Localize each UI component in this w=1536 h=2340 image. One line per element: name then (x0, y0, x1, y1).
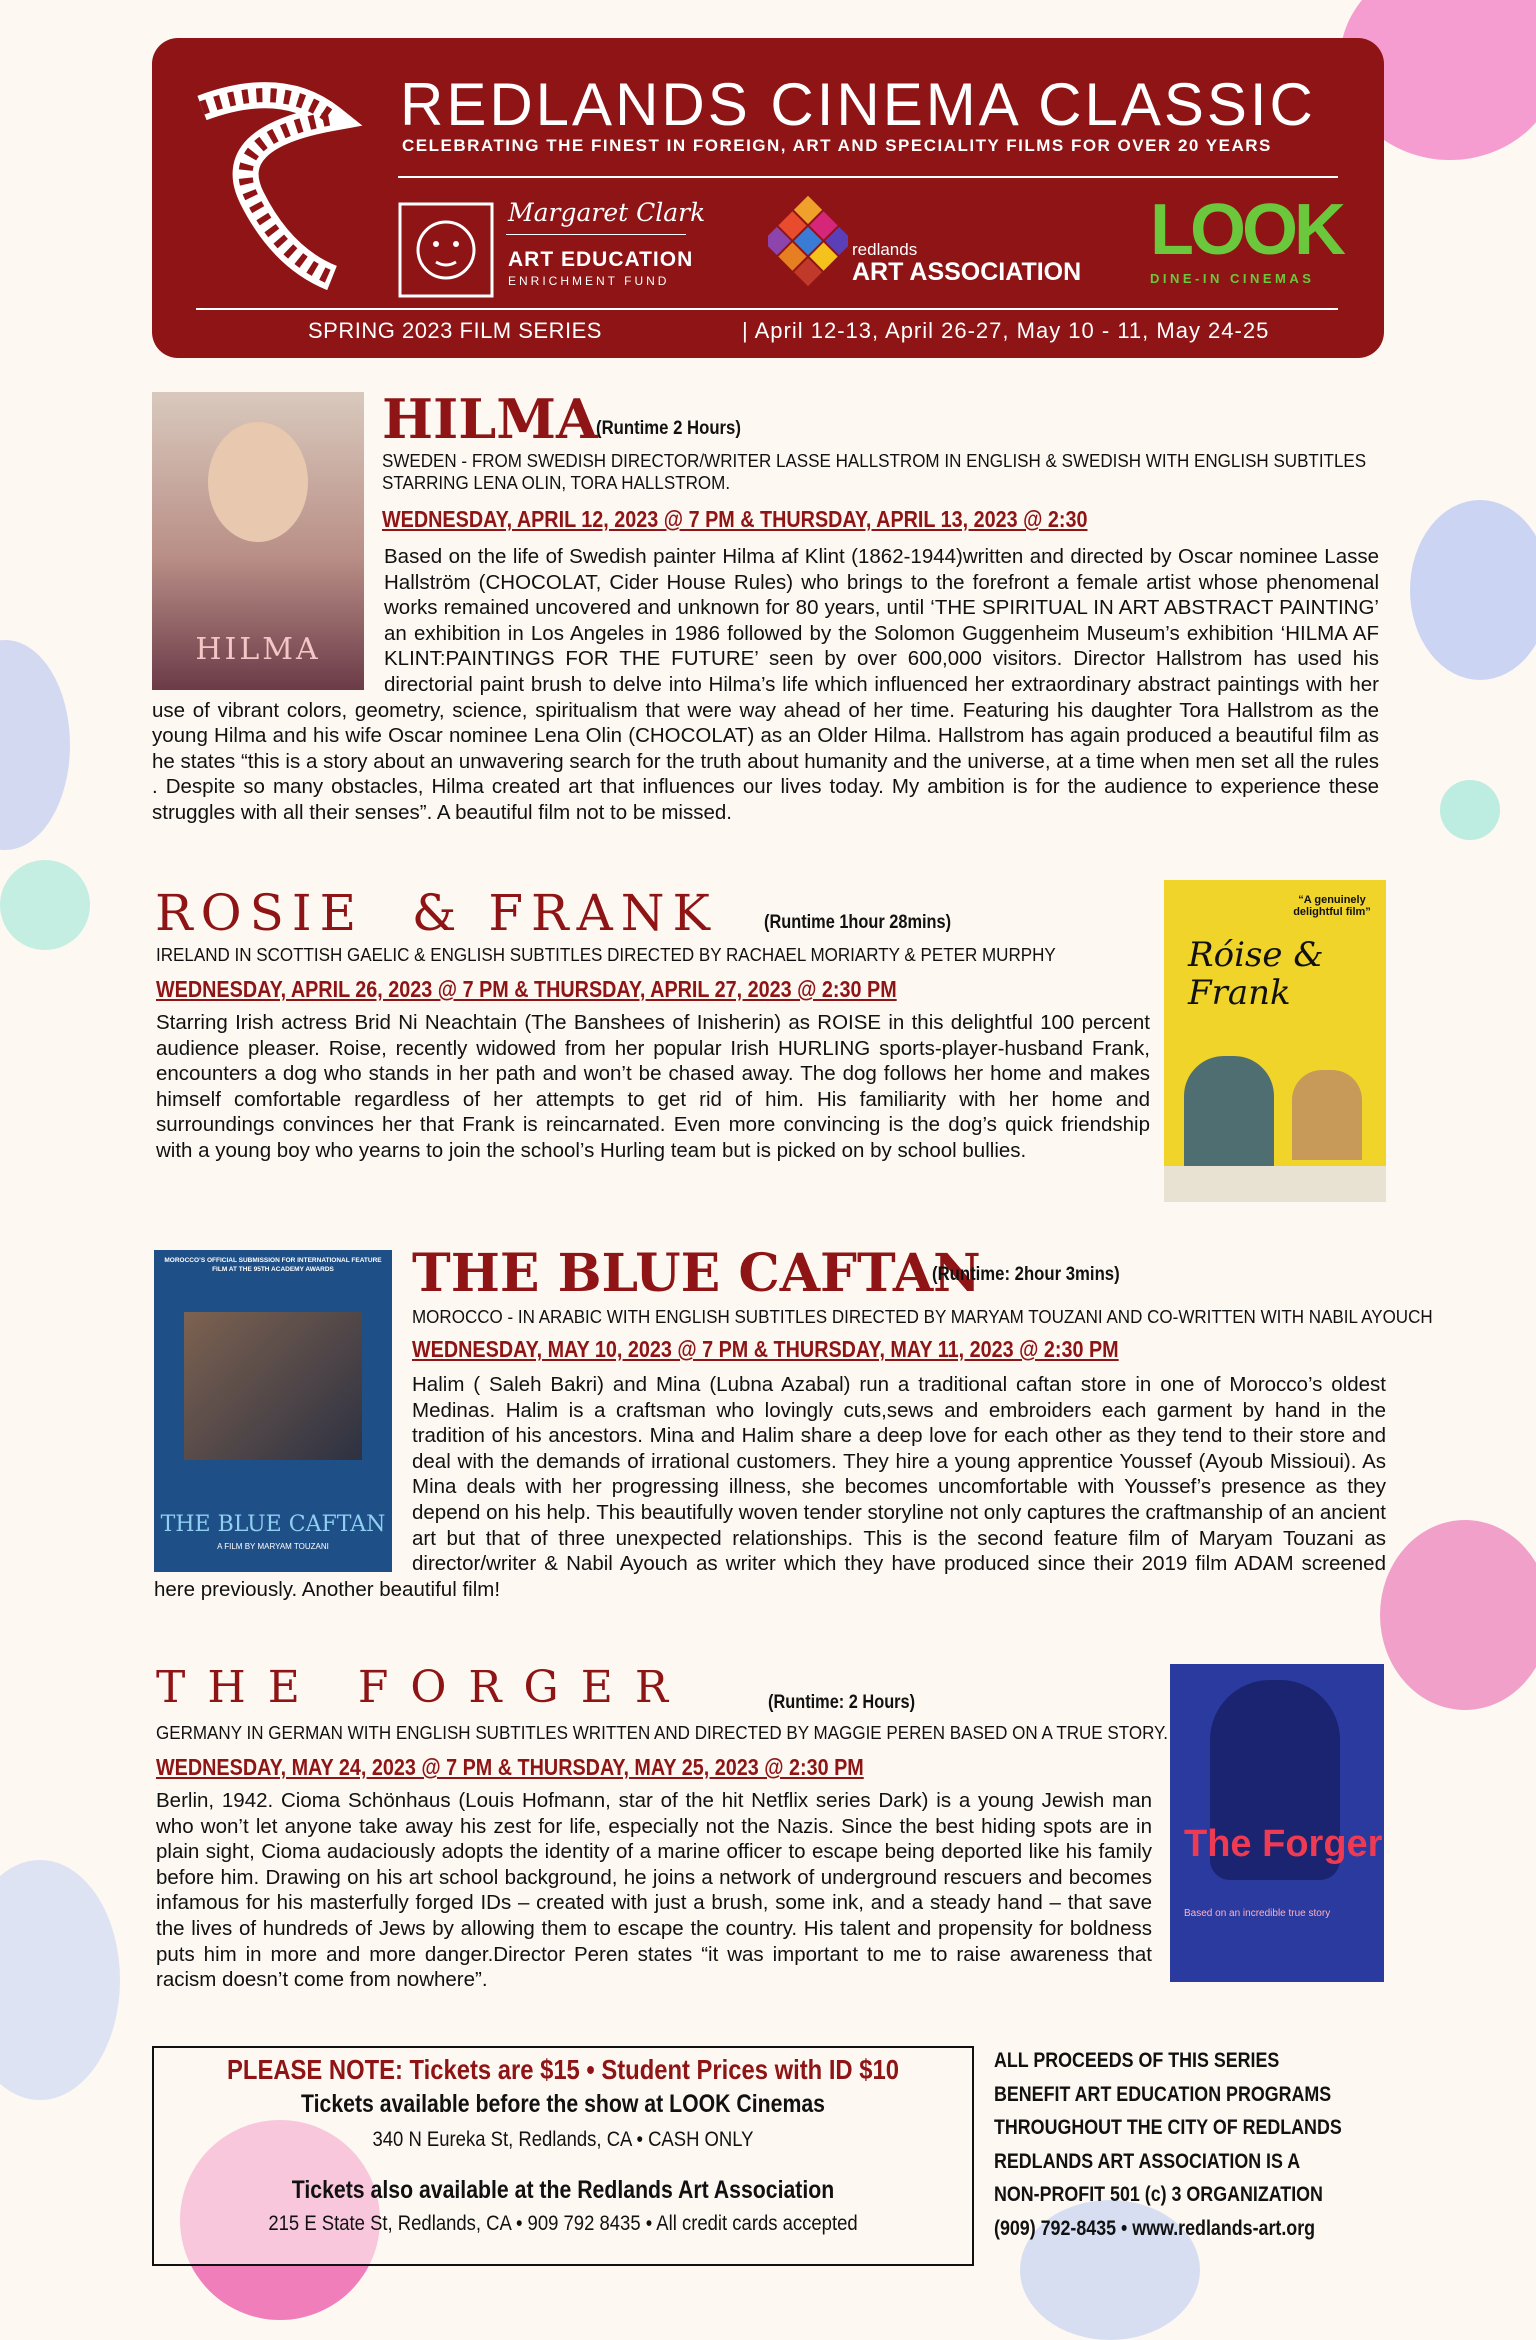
sponsor-script: Margaret Clark (508, 198, 706, 227)
ticket-art-assoc: Tickets also available at the Redlands Art Association (291, 2176, 835, 2204)
look-subtitle: DINE-IN CINEMAS (1150, 271, 1315, 286)
rosie-frank-poster (1164, 880, 1386, 1202)
header-banner (152, 38, 1384, 358)
description-text: Based on the life of Swedish painter Hilma af Klint (1862-1944)written and directed by Oscar nominee Lasse Hallström (CHOCOLAT, Cider House Rules) who brings to the forefront a female artist whose phenomenal works remained uncovered and unknown for 80 years, until ‘THE SPIRITUAL IN ART ABSTRACT PAINTING’ an exhibition in Los Angeles in 1986 followed by the Solomon Guggenheim Museum’s exhibition ‘HILMA AF KLINT:PAINTINGS FOR THE FUTURE’ seen by over 600,000 visitors. Director Hallstrom has used his directorial paint brush to delve into Hilma’s life which influenced her extraordinary abstract paintings with her use of vibrant colors, geometry, science, spiritualism that were way ahead of her time. Featuring his daughter Tora Hallstrom as the young Hilma and his wife Oscar nominee Lena Olin (CHOCOLAT) as an Older Hilma. Hallstrom has again produced a beautiful film as he states “this is a story about an unwavering search for the truth about humanity and the universe, at a time when men set all the rules . Despite so many obstacles, Hilma created art that influences our lives today. My ambition is for the audience to experience these struggles with all their senses”. A beautiful film not to be missed. (152, 545, 1379, 824)
film-description: Berlin, 1942. Cioma Schönhaus (Louis Hofmann, star of the hit Netflix series Dark) is a young Jewish man who won’t let anyone take away his zest for life, especially not the Nazis. Since the best hiding spots are in plain sight, Cioma audaciously adopts the identity of a marine officer to escape being deported like his family before him. Drawing on his art school background, he joins a network of underground rescuers and becomes infamous for his masterfully forged IDs – created with just a brush, some ink, and a steady hand – that save the lives of hundreds of Jews by allowing them to escape the country. His talent and propensity for boldness puts him in more and more danger.Director Peren states “it was important to me to raise awareness that racism doesn’t come from nowhere”. (156, 1789, 1152, 1992)
film-showtimes: WEDNESDAY, MAY 24, 2023 @ 7 PM & THURSDAY, MAY 25, 2023 @ 2:30 PM (156, 1754, 864, 1780)
film-title: THE FORGER (156, 1662, 690, 1713)
poster-table (1164, 1166, 1386, 1202)
poster-woman (1184, 1056, 1274, 1166)
poster-subtitle: Based on an incredible true story (1184, 1908, 1331, 1919)
proceeds-line: REDLANDS ART ASSOCIATION IS A (994, 2149, 1301, 2173)
proceeds-line: ALL PROCEEDS OF THIS SERIES (994, 2049, 1280, 2072)
film-showtimes: WEDNESDAY, MAY 10, 2023 @ 7 PM & THURSDAY, MAY 11, 2023 @ 2:30 PM (412, 1336, 1119, 1362)
film-credits: GERMANY IN GERMAN WITH ENGLISH SUBTITLES WRITTEN AND DIRECTED BY MAGGIE PEREN BASED ON A TRUE STORY. (156, 1722, 1168, 1743)
poster-top-text: MOROCCO’S OFFICIAL SUBMISSION FOR INTERNATIONAL FEATURE FILM AT THE 95TH ACADEMY AWARDS (164, 1257, 382, 1273)
film-showtimes: WEDNESDAY, APRIL 12, 2023 @ 7 PM & THURSDAY, APRIL 13, 2023 @ 2:30 (382, 506, 1088, 532)
film-description (154, 1372, 1386, 1602)
sponsor-enrichment: ENRICHMENT FUND (508, 274, 670, 288)
art-association-logo-icon (768, 196, 848, 286)
ticket-look-address: 340 N Eureka St, Redlands, CA • CASH ONLY (372, 2128, 754, 2151)
forger-poster (1170, 1664, 1384, 1982)
poster-spacer (152, 544, 384, 696)
film-title: HILMA (382, 387, 598, 451)
film-description (152, 544, 1379, 826)
ticket-price: PLEASE NOTE: Tickets are $15 • Student Prices with ID $10 (227, 2054, 899, 2085)
poster-dog (1292, 1070, 1362, 1160)
divider (196, 308, 1338, 310)
proceeds-contact: (909) 792-8435 • www.redlands-art.org (994, 2216, 1316, 2240)
poster-title: Róise & Frank (1188, 935, 1324, 1013)
description-text: Halim ( Saleh Bakri) and Mina (Lubna Azabal) run a traditional caftan store in one of Morocco’s oldest Medinas. Halim is a craftsman who lovingly cuts,sews and embroiders each garment by hand in the tradition of his ancestors. Mina and Halim share a deep love for each other as they tend to their store and deal with the demands of irrational customers. They hire a young apprentice Youssef (Ayoub Missioui). As Mina deals with her progressing illness, she becomes uncomfortable with Youssef’s presence as they depend on his help. This beautifully woven tender storyline not only captures the craftmanship of an ancient art but that of three unexpected relationships. This is the second feature film of Maryam Touzani as director/writer & Nabil Ayouch as writer which they have produced since their 2019 film ADAM screened here previously. Another beautiful film! (154, 1373, 1386, 1601)
face-logo-icon (396, 196, 496, 306)
film-credits: SWEDEN - FROM SWEDISH DIRECTOR/WRITER LASSE HALLSTROM IN ENGLISH & SWEDISH WITH ENGLISH SUBTITLES STARRING LENA OLIN, TORA HALLSTROM. (382, 450, 1367, 493)
series-season: SPRING 2023 FILM SERIES (308, 318, 602, 343)
film-title: ROSIE & FRANK (155, 884, 718, 942)
proceeds-note (994, 2044, 1342, 2245)
poster-title: HILMA (195, 632, 321, 667)
divider (398, 176, 1338, 178)
film-runtime: (Runtime 1hour 28mins) (764, 912, 952, 933)
sponsor-redlands: redlands (852, 240, 918, 259)
series-title: REDLANDS CINEMA CLASSIC (400, 71, 1316, 138)
film-showtimes: WEDNESDAY, APRIL 26, 2023 @ 7 PM & THURSDAY, APRIL 27, 2023 @ 2:30 PM (156, 976, 897, 1002)
sponsor-art-association: ART ASSOCIATION (852, 258, 1082, 286)
look-logo: LOOK (1150, 190, 1342, 270)
ticket-info-box (152, 2046, 974, 2266)
divider (506, 234, 686, 235)
film-title: THE BLUE CAFTAN (412, 1243, 981, 1304)
film-credits: IRELAND IN SCOTTISH GAELIC & ENGLISH SUBTITLES DIRECTED BY RACHAEL MORIARTY & PETER MURPHY (156, 944, 1056, 965)
proceeds-line: BENEFIT ART EDUCATION PROGRAMS (994, 2082, 1332, 2106)
poster-title: The Forger (1184, 1823, 1383, 1865)
film-description: Starring Irish actress Brid Ni Neachtain (The Banshees of Inisherin) as ROISE in this delightful 100 percent audience pleaser. Roise, recently widowed from her popular Irish HURLING sports-player-husband Frank, encounters a dog who stands in her path and won’t be chased away. The dog follows her home and makes himself comfortable regardless of her attempts to get rid of him. His familiarity with her home and surroundings convinces her that Frank is reincarnated. Even more convincing is the dog’s quick friendship with a young boy who yearns to join the school’s Hurling team but is picked on by school bullies. (156, 1011, 1150, 1162)
proceeds-line: THROUGHOUT THE CITY OF REDLANDS (994, 2116, 1342, 2139)
poster-subtitle: A FILM BY MARYAM TOUZANI (217, 1542, 329, 1551)
film-credits: MOROCCO - IN ARABIC WITH ENGLISH SUBTITLES DIRECTED BY MARYAM TOUZANI AND CO-WRITTEN WITH NABIL AYOUCH (412, 1306, 1433, 1327)
poster-quote: “A genuinely delightful film” (1293, 894, 1371, 918)
sponsor-art-education: ART EDUCATION (508, 248, 694, 271)
series-dates: | April 12-13, April 26-27, May 10 - 11, May 24-25 (742, 318, 1270, 343)
film-runtime: (Runtime: 2hour 3mins) (932, 1264, 1120, 1285)
film-reel-icon (182, 78, 382, 298)
film-runtime: (Runtime: 2 Hours) (768, 1692, 916, 1713)
proceeds-line: NON-PROFIT 501 (c) 3 ORGANIZATION (994, 2183, 1323, 2206)
ticket-look: Tickets available before the show at LOOK Cinemas (301, 2090, 825, 2118)
series-subtitle: CELEBRATING THE FINEST IN FOREIGN, ART AND SPECIALITY FILMS FOR OVER 20 YEARS (402, 136, 1272, 155)
poster-spacer (154, 1372, 412, 1576)
ticket-art-assoc-address: 215 E State St, Redlands, CA • 909 792 8435 • All credit cards accepted (268, 2212, 858, 2235)
poster-face (208, 422, 308, 542)
film-runtime: (Runtime 2 Hours) (596, 418, 741, 439)
poster-title: THE BLUE CAFTAN (160, 1512, 386, 1537)
